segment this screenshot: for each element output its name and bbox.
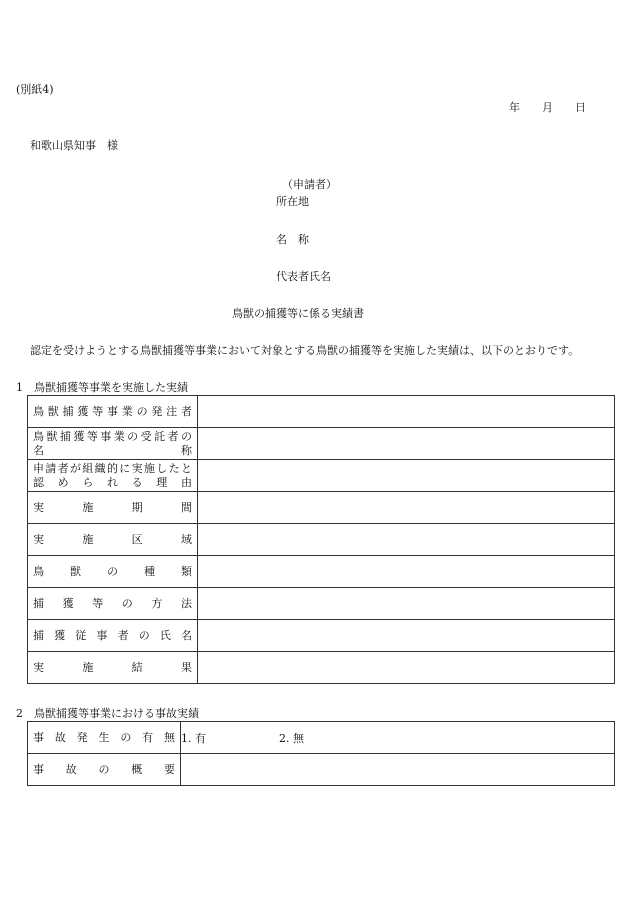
row-label: 事 故 の 概 要	[28, 754, 181, 786]
row-label-line1: 申 請 者 が 組 織 的 に 実 施 し た と	[33, 461, 192, 475]
row-label	[28, 428, 198, 460]
entry-reason[interactable]	[198, 460, 615, 492]
section1-table	[27, 395, 615, 684]
table-row	[28, 396, 615, 428]
table-row	[28, 620, 615, 652]
entry-species[interactable]	[198, 556, 615, 588]
row-label	[28, 396, 198, 428]
entry-method[interactable]	[198, 588, 615, 620]
entry-accident-summary[interactable]	[181, 754, 615, 786]
section2-table	[27, 721, 615, 786]
table-row	[28, 428, 615, 460]
form-number: (別紙4)	[16, 83, 54, 96]
entry-period[interactable]	[198, 492, 615, 524]
entry-client[interactable]	[198, 396, 615, 428]
table-row	[28, 492, 615, 524]
row-label-line2: 名 称	[33, 443, 192, 457]
row-label: 実 施 結 果	[28, 652, 198, 684]
entry-area[interactable]	[198, 524, 615, 556]
accident-options	[181, 722, 615, 754]
entry-workers[interactable]	[198, 620, 615, 652]
document-title: 鳥獣の捕獲等に係る実績書	[232, 307, 364, 320]
representative-label: 代表者氏名	[276, 270, 331, 283]
table-row	[28, 588, 615, 620]
table-row	[28, 460, 615, 492]
row-label-line1: 鳥 獣 捕 獲 等 事 業 の 受 託 者 の	[33, 429, 192, 443]
row-label-text: 鳥 獣 捕 獲 等 事 業 の 発 注 者	[33, 404, 192, 418]
name-label: 名 称	[276, 233, 309, 246]
applicant-heading: （申請者）	[282, 178, 337, 191]
row-label: 事 故 発 生 の 有 無	[28, 722, 181, 754]
addressee: 和歌山県知事 様	[30, 139, 118, 152]
entry-results[interactable]	[198, 652, 615, 684]
table-row	[28, 754, 615, 786]
intro-text: 認定を受けようとする鳥獣捕獲等事業において対象とする鳥獣の捕獲等を実施した実績は、以下のとおりです。	[30, 344, 580, 357]
table-row	[28, 722, 615, 754]
table-row	[28, 652, 615, 684]
option-yes[interactable]: 1. 有	[181, 731, 206, 745]
row-label	[28, 460, 198, 492]
date-line: 年 月 日	[509, 101, 586, 114]
row-label: 捕 獲 等 の 方 法	[28, 588, 198, 620]
entry-contractor[interactable]	[198, 428, 615, 460]
row-label: 実 施 区 域	[28, 524, 198, 556]
row-label: 鳥 獣 の 種 類	[28, 556, 198, 588]
section1-title: 1 鳥獣捕獲等事業を実施した実績	[16, 381, 188, 394]
address-label: 所在地	[276, 195, 309, 208]
table-row	[28, 524, 615, 556]
table-row	[28, 556, 615, 588]
option-no[interactable]: 2. 無	[279, 731, 304, 745]
row-label: 捕 獲 従 事 者 の 氏 名	[28, 620, 198, 652]
section2-title: 2 鳥獣捕獲等事業における事故実績	[16, 707, 199, 720]
row-label: 実 施 期 間	[28, 492, 198, 524]
row-label-line2: 認 め ら れ る 理 由	[33, 475, 192, 489]
